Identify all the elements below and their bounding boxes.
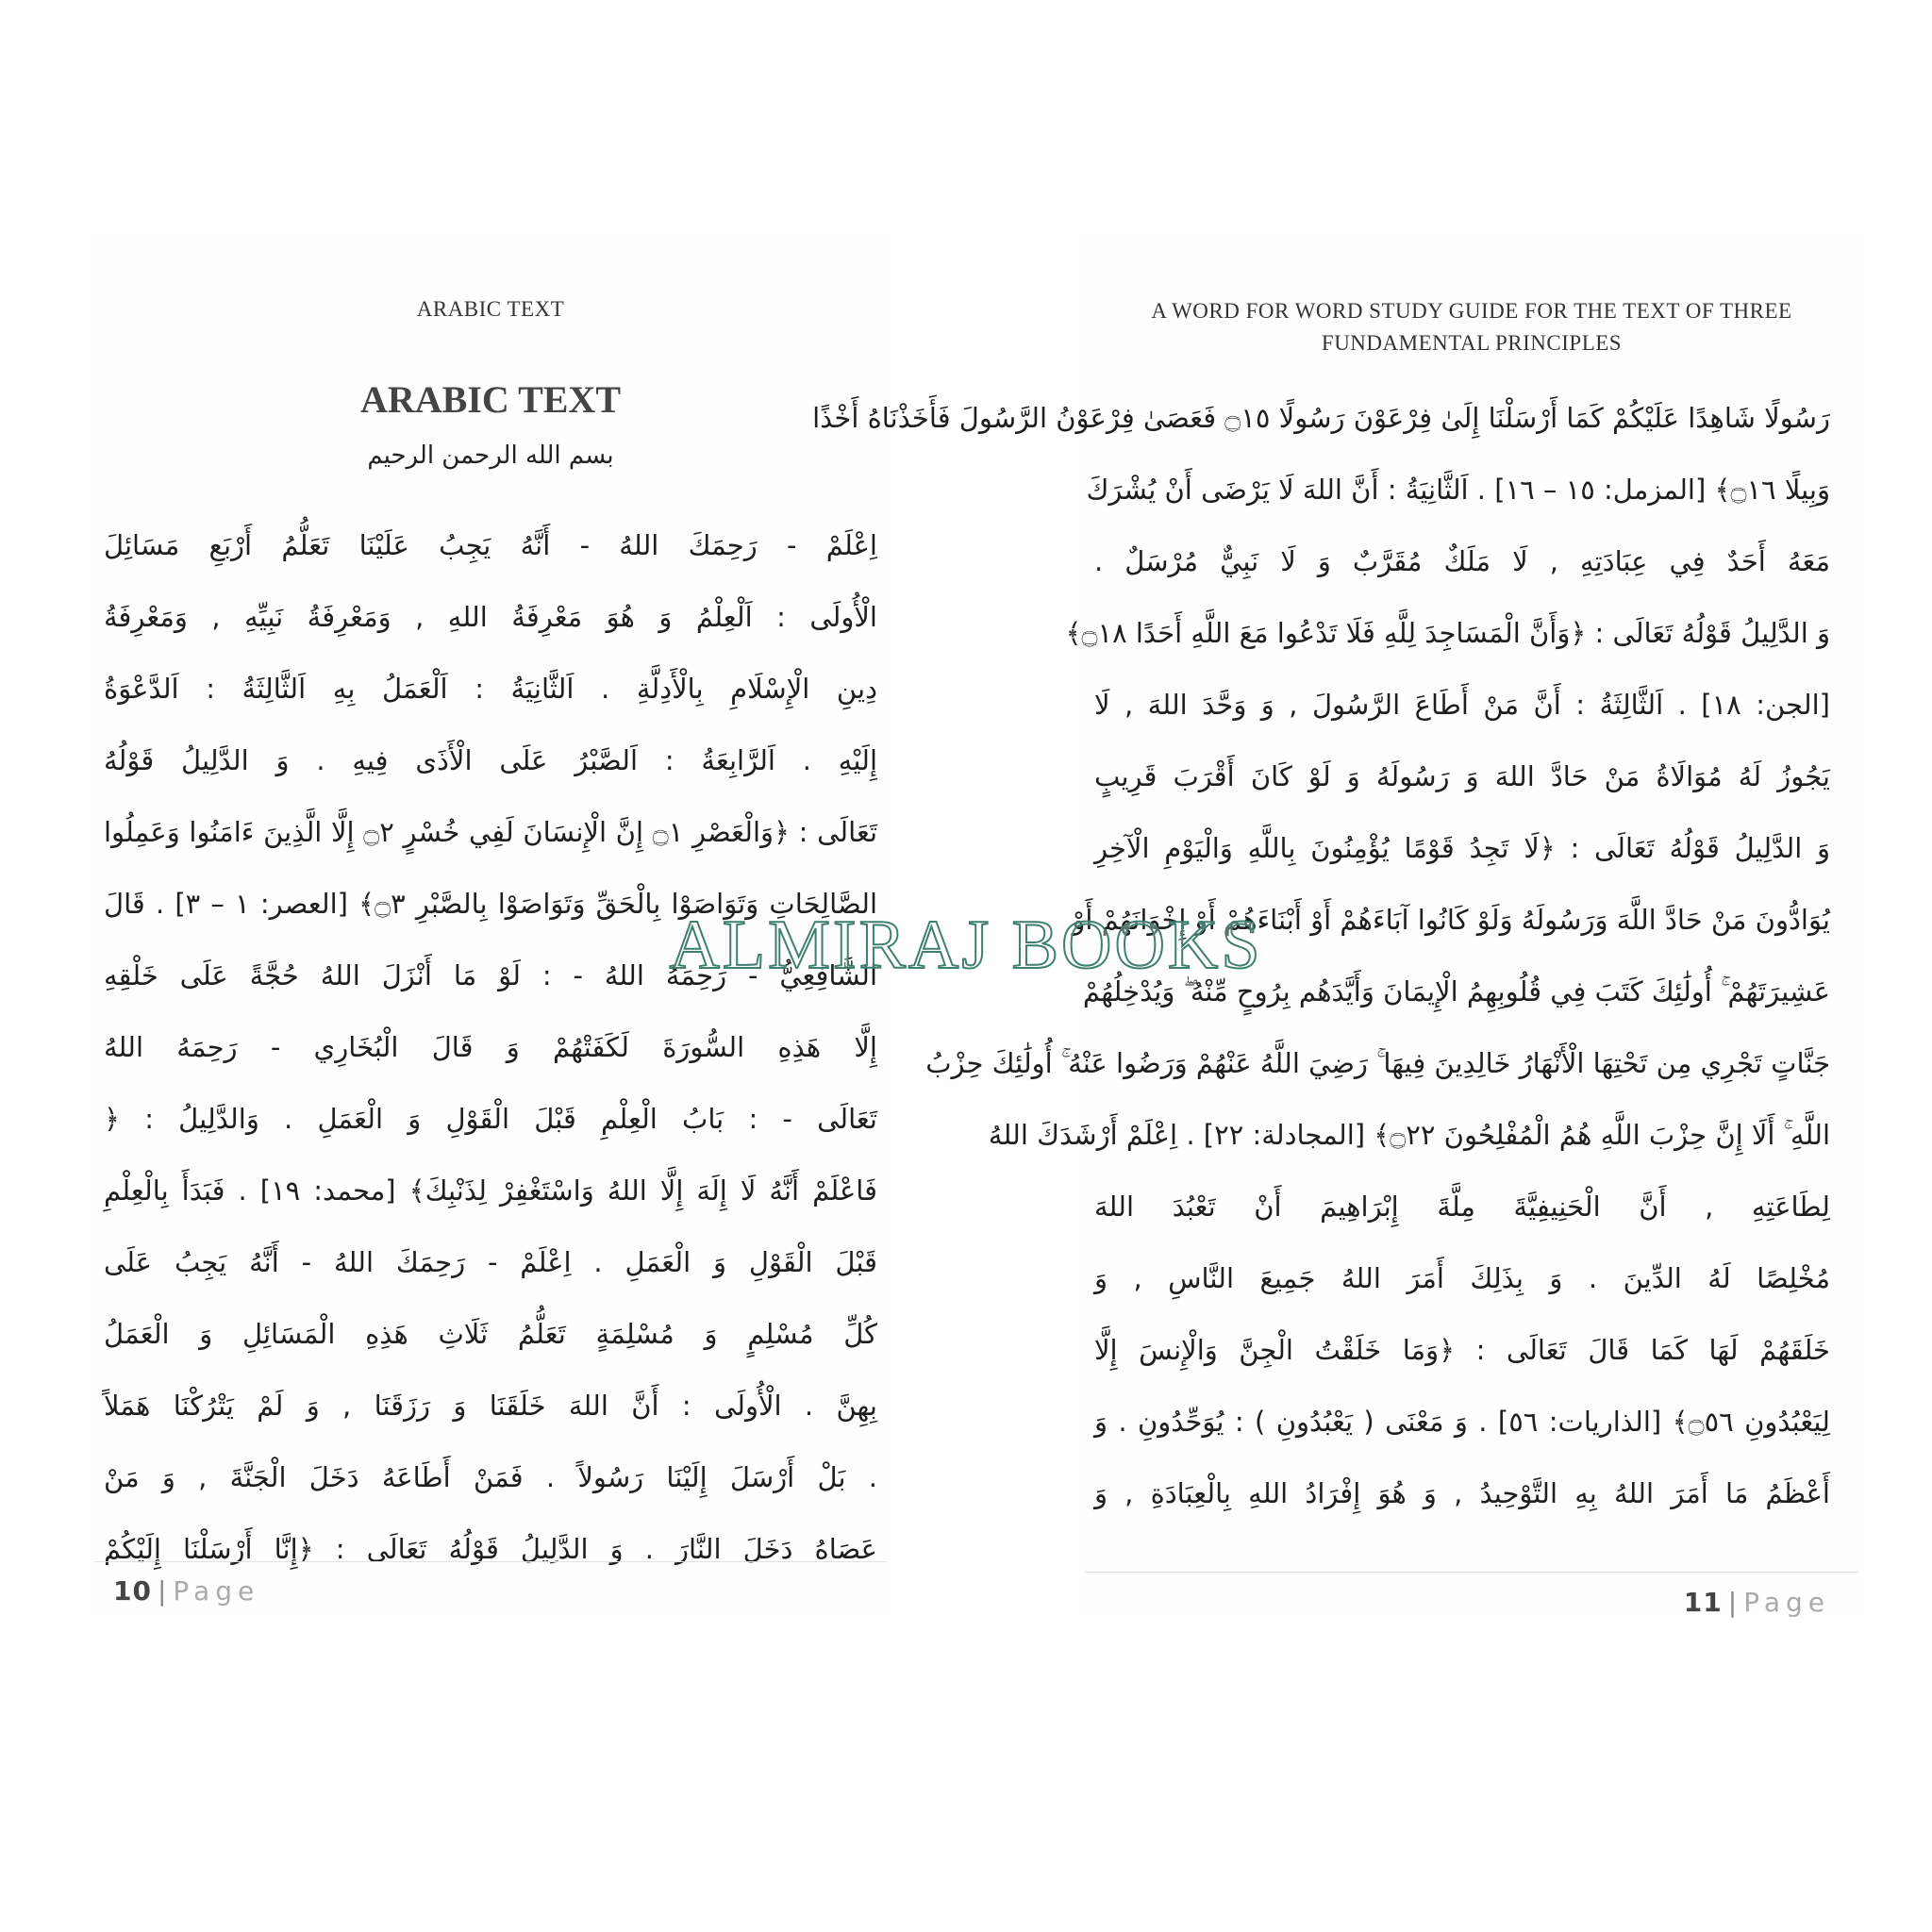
chapter-title: ARABIC TEXT (360, 378, 621, 421)
page-number-separator: | (157, 1575, 168, 1607)
text-line: الصَّالِحَاتِ وَتَوَاصَوْا بِالْحَقِّ وَتَوَاصَوْا بِالصَّبْرِ ۝٣﴾ [العصر: ١ – ٣] . قَالَ (104, 888, 878, 920)
page-label: Page (173, 1575, 260, 1607)
text-line: اللَّهِ ۚ أَلَا إِنَّ حِزْبَ اللَّهِ هُمُ الْمُفْلِحُونَ ۝٢٢﴾ [المجادلة: ٢٢] . اِعْلَمْ أَرْشَدَكَ اللهُ (988, 1119, 1830, 1151)
text-line: دِينِ الْإِسْلَامِ بِالْأَدِلَّةِ . اَلثَّانِيَةُ : اَلْعَمَلُ بِهِ اَلثَّالِثَةُ : اَلدَّعْوَةُ (104, 673, 877, 705)
text-line: كُلِّ مُسْلِمٍ وَ مُسْلِمَةٍ تَعَلُّمُ ثَلَاثِ هَذِهِ الْمَسَائِلِ وَ الْعَمَلُ (104, 1318, 877, 1350)
right-footer-rule (1085, 1572, 1858, 1573)
text-line: وَ الدَّلِيلُ قَوْلُهُ تَعَالَى : ﴿وَأَنَّ الْمَسَاجِدَ لِلَّهِ فَلَا تَدْعُوا مَعَ اللَّهِ أَحَدًا ۝١٨﴾ (1065, 617, 1830, 649)
text-line: بِهِنَّ . الْأُولَى : أَنَّ اللهَ خَلَقَنَا وَ رَزَقَنَا , وَ لَمْ يَتْرُكْنَا هَمَلاً (104, 1390, 877, 1422)
running-header-line2: FUNDAMENTAL PRINCIPLES (1321, 331, 1623, 355)
page-number-separator: | (1727, 1587, 1739, 1618)
left-arabic-body (104, 509, 877, 1585)
page-label: Page (1743, 1587, 1830, 1618)
text-line: فَاعْلَمْ أَنَّهُ لَا إِلَهَ إِلَّا اللهُ وَاسْتَغْفِرْ لِذَنْبِكَ﴾ [محمد: ١٩] . فَبَدَأَ بِالْعِلْمِ (104, 1174, 877, 1207)
text-line: يَجُوزُ لَهُ مُوَالَاةُ مَنْ حَادَّ اللهَ وَ رَسُولَهُ وَ لَوْ كَانَ أَقْرَبَ قَرِيبٍ (1094, 760, 1830, 792)
running-header-line1: A WORD FOR WORD STUDY GUIDE FOR THE TEXT OF THREE (1151, 299, 1792, 323)
text-line: تَعَالَى : ﴿وَالْعَصْرِ ۝١ إِنَّ الْإِنسَانَ لَفِي خُسْرٍ ۝٢ إِلَّا الَّذِينَ ءَامَنُوا وَعَمِلُوا (104, 816, 878, 848)
right-running-header (1085, 292, 1858, 362)
basmala: بسم الله الرحمن الرحيم (367, 441, 614, 470)
left-page (94, 236, 887, 1613)
text-line: الشَّافِعِيُّ - رَحِمَهُ اللهُ - : لَوْ مَا أَنْزَلَ اللهُ حُجَّةً عَلَى خَلْقِهِ (104, 959, 877, 991)
text-line: اِعْلَمْ - رَحِمَكَ اللهُ - أَنَّهُ يَجِبُ عَلَيْنَا تَعَلُّمُ أَرْبَعِ مَسَائِلَ (104, 529, 877, 561)
text-line: قَبْلَ الْقَوْلِ وَ الْعَمَلِ . اِعْلَمْ - رَحِمَكَ اللهُ - أَنَّهُ يَجِبُ عَلَى (104, 1246, 877, 1278)
text-line: وَ الدَّلِيلُ قَوْلُهُ تَعَالَى : ﴿لَا تَجِدُ قَوْمًا يُؤْمِنُونَ بِاللَّهِ وَالْيَوْمِ الْآخِرِ (1094, 832, 1830, 864)
text-line: عَشِيرَتَهُمْ ۚ أُولَٰئِكَ كَتَبَ فِي قُلُوبِهِمُ الْإِيمَانَ وَأَيَّدَهُم بِرُوحٍ مِّنْهُ ۖ وَيُدْخِلُهُمْ (1082, 975, 1830, 1008)
text-line: لِيَعْبُدُونِ ۝٥٦﴾ [الذاريات: ٥٦] . وَ مَعْنَى ( يَعْبُدُونِ ) : يُوَحِّدُونِ . وَ (1094, 1406, 1830, 1438)
text-line: أَعْظَمُ مَا أَمَرَ اللهُ بِهِ التَّوْحِيدُ , وَ هُوَ إِفْرَادُ اللهِ بِالْعِبَادَةِ , وَ (1094, 1477, 1830, 1509)
text-line: رَسُولًا شَاهِدًا عَلَيْكُمْ كَمَا أَرْسَلْنَا إِلَىٰ فِرْعَوْنَ رَسُولًا ۝١٥ فَعَصَىٰ فِرْعَوْنُ الرَّسُولَ فَأَخَذْنَاهُ أَخْذًا (812, 402, 1830, 434)
text-line: يُوَادُّونَ مَنْ حَادَّ اللَّهَ وَرَسُولَهُ وَلَوْ كَانُوا آبَاءَهُمْ أَوْ أَبْنَاءَهُمْ أَوْ إِخْوَانَهُمْ أَوْ (1072, 904, 1830, 936)
left-running-header: ARABIC TEXT (416, 297, 565, 321)
text-line: خَلَقَهُمْ لَهَا كَمَا قَالَ تَعَالَى : ﴿وَمَا خَلَقْتُ الْجِنَّ وَالْإِنسَ إِلَّا (1094, 1334, 1830, 1366)
text-line: مُخْلِصًا لَهُ الدِّينَ . وَ بِذَلِكَ أَمَرَ اللهُ جَمِيعَ النَّاسِ , وَ (1094, 1262, 1830, 1294)
text-line: الْأُولَى : اَلْعِلْمُ وَ هُوَ مَعْرِفَةُ اللهِ , وَمَعْرِفَةُ نَبِيِّهِ , وَمَعْرِفَةُ (104, 601, 877, 633)
text-line: [الجن: ١٨] . اَلثَّالِثَةُ : أَنَّ مَنْ أَطَاعَ الرَّسُولَ , وَ وَحَّدَ اللهَ , لَا (1094, 689, 1830, 721)
page-number-value: 10 (113, 1575, 152, 1607)
right-page-number (1684, 1587, 1830, 1618)
text-line: إِلَّا هَذِهِ السُّورَةَ لَكَفَتْهُمْ وَ قَالَ الْبُخَارِي - رَحِمَهُ اللهُ (104, 1031, 877, 1063)
watermark: ALMIRAJ BOOKS (669, 907, 1263, 984)
text-line: تَعَالَى - : بَابُ الْعِلْمِ قَبْلَ الْقَوْلِ وَ الْعَمَلِ . وَالدَّلِيلُ : ﴿ (104, 1103, 877, 1135)
text-line: إِلَيْهِ . اَلرَّابِعَةُ : اَلصَّبْرُ عَلَى الْأَذَى فِيهِ . وَ الدَّلِيلُ قَوْلُهُ (104, 744, 877, 776)
text-line: لِطَاعَتِهِ , أَنَّ الْحَنِيفِيَّةَ مِلَّةَ إِبْرَاهِيمَ أَنْ تَعْبُدَ اللهَ (1094, 1191, 1830, 1223)
text-line: عَصَاهُ دَخَلَ النَّارَ . وَ الدَّلِيلُ قَوْلُهُ تَعَالَى : ﴿إِنَّا أَرْسَلْنَا إِلَيْكُمْ (104, 1533, 877, 1565)
left-footer-rule (94, 1561, 887, 1562)
left-page-number (113, 1575, 259, 1607)
text-line: . بَلْ أَرْسَلَ إِلَيْنَا رَسُولاً . فَمَنْ أَطَاعَهُ دَخَلَ الْجَنَّةَ , وَ مَنْ (104, 1461, 877, 1493)
page-number-value: 11 (1683, 1587, 1723, 1618)
text-line: مَعَهُ أَحَدٌ فِي عِبَادَتِهِ , لَا مَلَكٌ مُقَرَّبٌ وَ لَا نَبِيٌّ مُرْسَلٌ . (1094, 545, 1830, 577)
text-line: وَبِيلًا ۝١٦﴾ [المزمل: ١٥ – ١٦] . اَلثَّانِيَةُ : أَنَّ اللهَ لَا يَرْضَى أَنْ يُشْرَكَ (1086, 474, 1830, 506)
text-line: جَنَّاتٍ تَجْرِي مِن تَحْتِهَا الْأَنْهَارُ خَالِدِينَ فِيهَا ۚ رَضِيَ اللَّهُ عَنْهُمْ وَرَضُوا عَنْهُ ۚ أُولَٰئِكَ حِزْبُ (925, 1047, 1830, 1079)
